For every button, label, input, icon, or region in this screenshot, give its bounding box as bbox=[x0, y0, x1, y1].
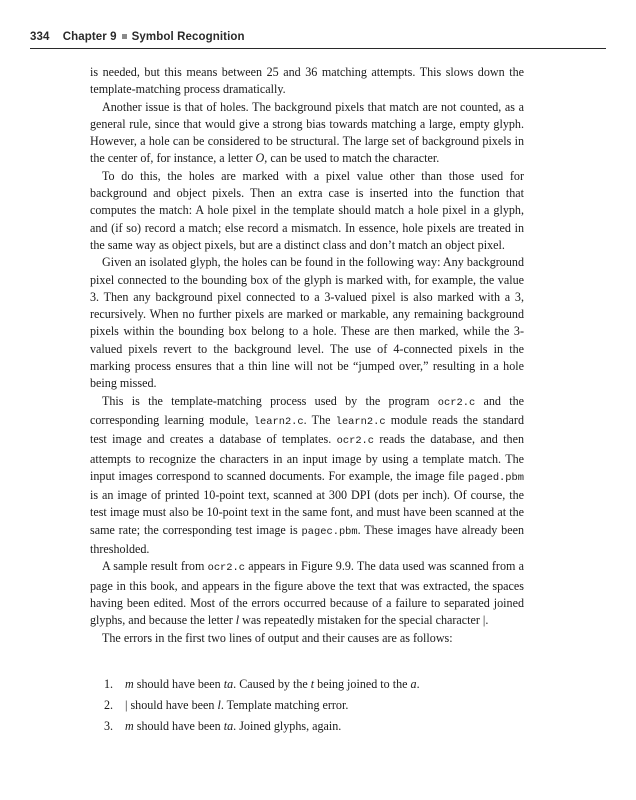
list-item: 1. m should have been ta. Caused by the t being joined to the a. bbox=[104, 677, 420, 691]
code-filename: ocr2.c bbox=[437, 396, 476, 409]
paragraph-6: A sample result from ocr2.c appears in Figure 9.9. The data used was scanned from a page in this book, and appears in the figure above the text that was extracted, the spaces having been edited. Most of the errors occurred because of a failure to separated joined glyphs, and because the letter l was repeatedly mistaken for the special character |. bbox=[90, 559, 524, 628]
body-text bbox=[90, 64, 524, 647]
errors-list bbox=[104, 676, 524, 739]
paragraph-7: The errors in the first two lines of output and their causes are as follows: bbox=[102, 630, 453, 645]
paragraph-3: To do this, the holes are marked with a pixel value other than those used for background and object pixels. Then an extra case is inserted into the function that computes the match: A hole pixel in the template should match a hole pixel in a glyph, and (if so) record a match; else record a mismatch. In essence, hole pixels are treated in the same way as object pixels, but are a distinct class and don’t match an object pixel. bbox=[90, 168, 524, 252]
code-filename: ocr2.c bbox=[207, 562, 245, 575]
list-item: 2. | should have been l. Template matching error. bbox=[104, 698, 349, 712]
paragraph-2: Another issue is that of holes. The background pixels that match are not counted, as a general rule, since that would give a strong bias towards matching a large, empty glyph. However, a hole can be considered to be structural. The large set of background pixels in the center of, for instance, a letter O, can be used to match the character. bbox=[90, 99, 524, 166]
chapter-label: Chapter 9 bbox=[62, 31, 117, 43]
running-head bbox=[30, 31, 245, 43]
code-filename: paged.pbm bbox=[467, 471, 524, 484]
paragraph-4: Given an isolated glyph, the holes can be found in the following way: Any background pixel connected to the bounding box of the glyph is marked with, for example, the value 3. Then any background pixel connected to a 3-valued pixel is also marked with a 3, recursively. When no further pixels are marked or markable, any remaining background pixels within the bounding box belong to a hole. These are then marked, while the 3-valued pixels revert to the background level. The use of 4-connected pixels in the marking process ensures that a thin line will not be “jumped over,” resulting in a hole being missed. bbox=[90, 255, 524, 391]
page-number: 334 bbox=[30, 31, 50, 43]
code-filename: learn2.c bbox=[253, 415, 304, 428]
list-item: 3. m should have been ta. Joined glyphs, again. bbox=[104, 719, 342, 733]
paragraph-1: is needed, but this means between 25 and 36 matching attempts. This slows down the template-matching process dramatically. bbox=[90, 65, 524, 97]
code-filename: ocr2.c bbox=[336, 435, 375, 448]
paragraph-5: This is the template-matching process used by the program ocr2.c and the corresponding learning module, learn2.c. The learn2.c module reads the standard test image and creates a database of templates. ocr2.c reads the database, and then attempts to recognize the characters in an input image by using a template match. The input images correspond to scanned documents. For example, the image file paged.pbm is an image of printed 10-point text, scanned at 300 DPI (dots per inch). Of course, the test image must also be 10-point text in the same font, and must have been scanned at the same rate; the corresponding test image is pagec.pbm. These images have already been thresholded. bbox=[90, 393, 524, 557]
code-filename: pagec.pbm bbox=[301, 525, 358, 538]
chapter-title: Symbol Recognition bbox=[131, 31, 245, 43]
code-filename: learn2.c bbox=[335, 415, 386, 428]
separator-square-icon bbox=[122, 34, 127, 39]
header-rule bbox=[30, 48, 606, 49]
